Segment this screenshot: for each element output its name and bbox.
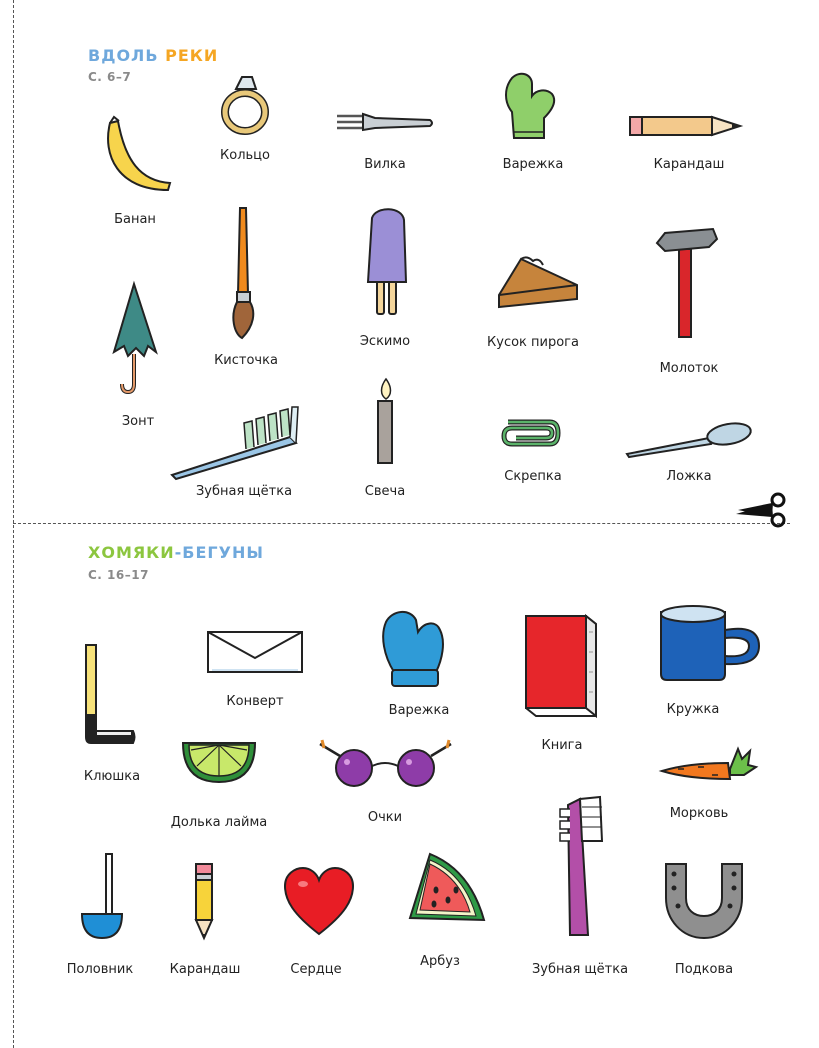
item-label: Кружка	[666, 702, 720, 717]
item-label: Подкова	[674, 962, 734, 977]
section2-title-part2: -БЕГУНЫ	[174, 543, 264, 562]
envelope-icon	[206, 630, 304, 675]
heart-icon	[283, 866, 355, 938]
item-label: Варежка	[388, 703, 450, 718]
popsicle-icon	[362, 208, 412, 318]
section1-title-part1: ВДОЛЬ	[88, 46, 159, 65]
item-label: Очки	[367, 810, 403, 825]
watermelon-icon	[408, 852, 488, 924]
item-label: Сердце	[290, 962, 342, 977]
banana-icon	[100, 115, 175, 200]
item-label: Кольцо	[220, 148, 270, 163]
book-icon	[522, 612, 602, 720]
item-label: Вилка	[364, 157, 406, 172]
item-label: Карандаш	[653, 157, 725, 172]
item-label: Зонт	[121, 414, 155, 429]
cut-line-vertical	[13, 0, 14, 1048]
item-label: Половник	[66, 962, 134, 977]
scissors-icon	[732, 490, 792, 530]
section2-title	[88, 543, 264, 562]
item-label: Клюшка	[83, 769, 141, 784]
pencil-icon	[192, 862, 217, 940]
item-label: Свеча	[364, 484, 406, 499]
item-label: Карандаш	[169, 962, 241, 977]
item-label: Книга	[541, 738, 583, 753]
horseshoe-icon	[662, 858, 747, 940]
lime-slice-icon	[181, 740, 257, 785]
section1-pages: С. 6–7	[88, 70, 132, 84]
item-label: Эскимо	[359, 334, 411, 349]
section2-title-part1: ХОМЯКИ	[88, 543, 175, 562]
item-label: Варежка	[502, 157, 564, 172]
ladle-icon	[80, 852, 125, 942]
pencil-icon	[628, 112, 748, 142]
toothbrush-icon	[558, 795, 608, 943]
mitten-icon	[502, 72, 562, 140]
mug-icon	[655, 604, 770, 684]
candle-icon	[372, 377, 402, 465]
toothbrush-icon	[170, 405, 315, 480]
item-label: Зубная щётка	[531, 962, 629, 977]
hammer-icon	[655, 225, 720, 340]
item-label: Арбуз	[420, 954, 460, 969]
section1-title-part2: РЕКИ	[165, 46, 219, 65]
item-label: Долька лайма	[170, 815, 268, 830]
pie-slice-icon	[493, 255, 583, 315]
paperclip-icon	[500, 418, 560, 448]
item-label: Кисточка	[214, 353, 278, 368]
section2-pages: С. 16–17	[88, 568, 149, 582]
item-label: Банан	[114, 212, 156, 227]
item-label: Ложка	[666, 469, 712, 484]
item-label: Кусок пирога	[487, 335, 579, 350]
cut-line-horizontal	[13, 523, 790, 524]
carrot-icon	[658, 745, 758, 785]
item-label: Зубная щётка	[195, 484, 293, 499]
paintbrush-icon	[228, 206, 268, 341]
spoon-icon	[625, 420, 755, 458]
mitten-icon	[380, 606, 460, 688]
glasses-icon	[318, 738, 453, 793]
item-label: Молоток	[659, 361, 719, 376]
ring-icon	[218, 75, 273, 135]
item-label: Конверт	[226, 694, 284, 709]
hockey-stick-icon	[83, 643, 138, 748]
umbrella-icon	[110, 282, 160, 397]
section1-title	[88, 46, 218, 65]
item-label: Морковь	[669, 806, 729, 821]
item-label: Скрепка	[504, 469, 562, 484]
fork-icon	[335, 108, 435, 138]
